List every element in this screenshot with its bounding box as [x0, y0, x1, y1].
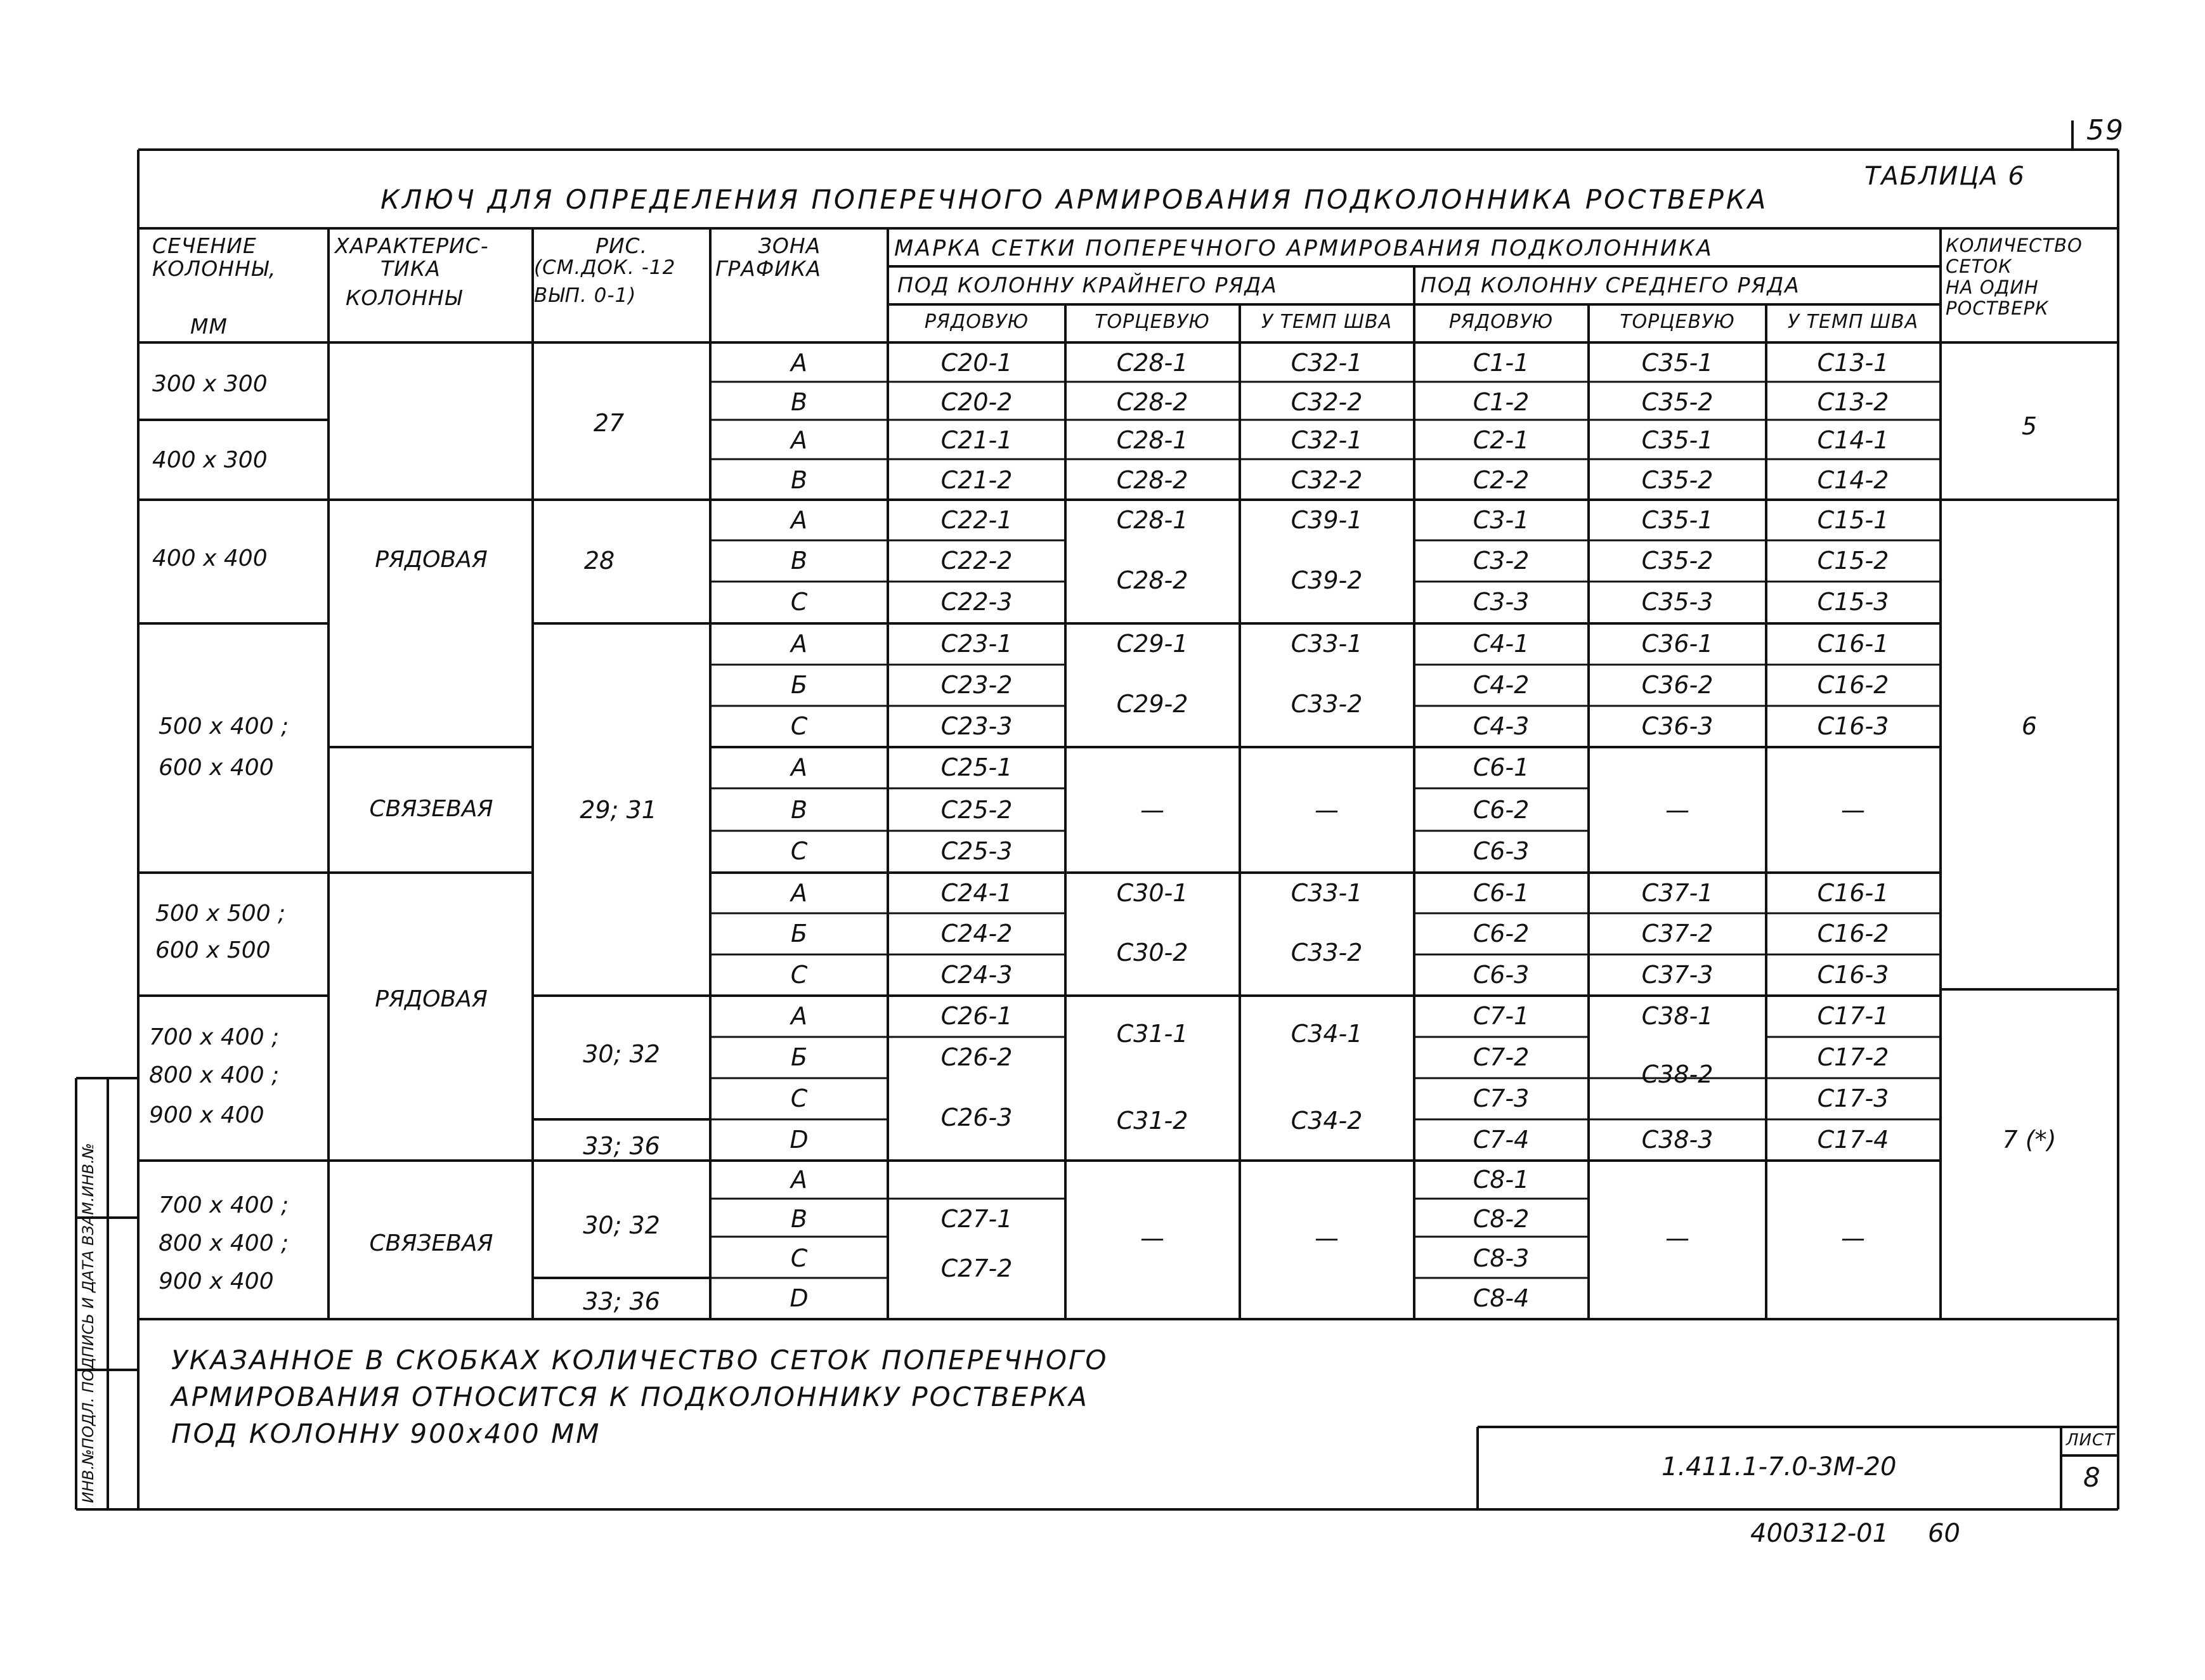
mid-joint-cell: С16-2	[1817, 920, 1889, 947]
mid-joint-cell: —	[1841, 796, 1865, 824]
figure-cell: 30; 32	[583, 1040, 660, 1068]
section-cell: 600 х 500	[155, 937, 271, 963]
mid-end-cell: С35-1	[1641, 506, 1714, 534]
zone-cell: Б	[790, 1043, 808, 1071]
mid-joint-cell: —	[1841, 1224, 1865, 1252]
section-cell: 900 х 400	[149, 1102, 264, 1128]
header-section-1: СЕЧЕНИЕ	[152, 233, 257, 258]
section-cell: 400 х 300	[152, 447, 268, 473]
zone-cell: Б	[790, 920, 808, 947]
figure-cell: 30; 32	[583, 1211, 660, 1239]
ext-joint-cell: С34-1	[1291, 1020, 1363, 1048]
ext-end-cell: С28-2	[1116, 466, 1188, 494]
mid-end-cell: С35-2	[1641, 547, 1714, 575]
header-count-4: РОСТВЕРК	[1946, 297, 2049, 319]
header-ext-joint: У ТЕМП ШВА	[1261, 311, 1393, 333]
ext-joint-cell: С39-1	[1291, 506, 1363, 534]
mid-end-cell: С37-3	[1641, 961, 1714, 989]
zone-cell: А	[791, 753, 807, 781]
header-zone-2: ГРАФИКА	[715, 256, 821, 281]
ext-end-cell: С28-1	[1116, 506, 1188, 534]
ext-end-cell: С28-2	[1116, 388, 1188, 416]
side-stamp: ИНВ.№ПОДЛ. ПОДПИСЬ И ДАТА ВЗАМ.ИНВ.№	[79, 1143, 97, 1503]
header-mid-joint: У ТЕМП ШВА	[1787, 311, 1919, 333]
ext-row-cell: С25-2	[940, 796, 1013, 824]
zone-cell: В	[790, 796, 808, 824]
header-ext-end: ТОРЦЕВУЮ	[1095, 311, 1210, 333]
note-line-3: ПОД КОЛОННУ 900х400 ММ	[171, 1418, 601, 1449]
mid-row-cell: С6-2	[1473, 796, 1530, 824]
mid-end-cell: С36-2	[1641, 671, 1714, 699]
mid-row-cell: С6-3	[1473, 961, 1530, 989]
mid-row-cell: С3-1	[1473, 506, 1530, 534]
ext-joint-cell: С33-2	[1291, 939, 1363, 967]
ext-row-cell: С24-3	[940, 961, 1013, 989]
mid-joint-cell: С17-2	[1817, 1043, 1889, 1071]
table-title: КЛЮЧ ДЛЯ ОПРЕДЕЛЕНИЯ ПОПЕРЕЧНОГО АРМИРОВАНИЯ ПОДКОЛОННИКА РОСТВЕРКА	[381, 184, 1769, 215]
ext-row-cell: С26-3	[940, 1104, 1013, 1131]
mid-row-cell: С6-3	[1473, 837, 1530, 865]
header-figure-2: (СМ.ДОК. -12	[534, 256, 676, 279]
header-character-3: КОЛОННЫ	[346, 285, 462, 310]
table-label: ТАБЛИЦА 6	[1864, 162, 2026, 191]
ext-joint-cell: С39-2	[1291, 566, 1363, 594]
mid-joint-cell: С16-3	[1817, 712, 1889, 740]
header-count-2: СЕТОК	[1946, 256, 2012, 277]
ext-joint-cell: С33-1	[1291, 630, 1363, 658]
mid-row-cell: С6-2	[1473, 920, 1530, 947]
figure-cell: 27	[593, 409, 625, 437]
mid-joint-cell: С16-1	[1817, 630, 1889, 658]
ext-end-cell: С30-1	[1116, 879, 1188, 907]
zone-cell: А	[791, 426, 807, 454]
header-section-2: КОЛОННЫ,	[152, 256, 276, 281]
zone-cell: В	[790, 466, 808, 494]
section-cell: 800 х 400 ;	[159, 1230, 289, 1256]
header-character-1: ХАРАКТЕРИС-	[335, 233, 489, 258]
mid-row-cell: С1-1	[1473, 349, 1530, 377]
mid-row-cell: С1-2	[1473, 388, 1530, 416]
ext-row-cell: С24-1	[940, 879, 1013, 907]
zone-cell: С	[790, 837, 808, 865]
count-cell: 6	[2021, 712, 2038, 740]
ext-joint-cell: С32-2	[1291, 388, 1363, 416]
zone-cell: С	[790, 1084, 808, 1112]
mid-joint-cell: С17-1	[1817, 1002, 1889, 1030]
ext-row-cell: С23-2	[940, 671, 1013, 699]
mid-row-cell: С4-1	[1473, 630, 1530, 658]
bottom-number: 60	[1928, 1519, 1960, 1548]
count-cell: 5	[2021, 412, 2038, 440]
ext-row-cell: С24-2	[940, 920, 1013, 947]
ext-row-cell: С25-1	[940, 753, 1013, 781]
zone-cell: D	[790, 1126, 809, 1154]
note-line-2: АРМИРОВАНИЯ ОТНОСИТСЯ К ПОДКОЛОННИКУ РОСТВЕРКА	[171, 1381, 1089, 1412]
section-cell: 900 х 400	[159, 1268, 274, 1294]
character-cell: СВЯЗЕВАЯ	[369, 1230, 493, 1256]
header-ext-row: РЯДОВУЮ	[924, 311, 1029, 333]
mid-row-cell: С7-4	[1473, 1126, 1530, 1154]
zone-cell: А	[791, 879, 807, 907]
ext-row-cell: С23-1	[940, 630, 1013, 658]
doc-code: 1.411.1-7.0-3М-20	[1662, 1452, 1897, 1481]
mid-end-cell: С35-1	[1641, 426, 1714, 454]
mid-joint-cell: С16-2	[1817, 671, 1889, 699]
ext-joint-cell: —	[1315, 1224, 1339, 1252]
zone-cell: А	[791, 506, 807, 534]
mid-row-cell: С8-2	[1473, 1205, 1530, 1233]
header-mid-row: РЯДОВУЮ	[1448, 311, 1554, 333]
header-count-1: КОЛИЧЕСТВО	[1946, 235, 2083, 256]
zone-cell: А	[791, 349, 807, 377]
figure-cell: 33; 36	[583, 1132, 660, 1160]
zone-cell: С	[790, 712, 808, 740]
ext-end-cell: С28-2	[1116, 566, 1188, 594]
section-cell: 600 х 400	[159, 755, 274, 781]
zone-cell: А	[791, 1002, 807, 1030]
ext-row-cell: С22-1	[940, 506, 1013, 534]
mid-joint-cell: С13-2	[1817, 388, 1889, 416]
ext-joint-cell: С33-2	[1291, 690, 1363, 718]
header-mark: МАРКА СЕТКИ ПОПЕРЕЧНОГО АРМИРОВАНИЯ ПОДКОЛОННИКА	[894, 236, 1714, 261]
zone-cell: В	[790, 388, 808, 416]
mid-joint-cell: С13-1	[1817, 349, 1889, 377]
zone-cell: D	[790, 1284, 809, 1312]
mid-row-cell: С4-2	[1473, 671, 1530, 699]
mid-joint-cell: С16-3	[1817, 961, 1889, 989]
count-cell: 7 (*)	[2002, 1126, 2057, 1154]
ext-end-cell: С30-2	[1116, 939, 1188, 967]
mid-row-cell: С3-2	[1473, 547, 1530, 575]
ext-joint-cell: С33-1	[1291, 879, 1363, 907]
mid-joint-cell: С14-1	[1817, 426, 1889, 454]
mid-end-cell: С37-1	[1641, 879, 1714, 907]
mid-end-cell: С38-3	[1641, 1126, 1714, 1154]
header-count-3: НА ОДИН	[1946, 277, 2039, 298]
ext-end-cell: —	[1140, 1224, 1164, 1252]
ext-row-cell: С26-1	[940, 1002, 1013, 1030]
header-figure-3: ВЫП. 0-1)	[534, 284, 637, 307]
ext-row-cell: С20-1	[940, 349, 1013, 377]
mid-joint-cell: С17-4	[1817, 1126, 1889, 1154]
mid-row-cell: С2-1	[1473, 426, 1530, 454]
ext-end-cell: С31-1	[1116, 1020, 1188, 1048]
mid-end-cell: —	[1665, 796, 1689, 824]
ext-joint-cell: С32-2	[1291, 466, 1363, 494]
header-middle: ПОД КОЛОННУ СРЕДНЕГО РЯДА	[1421, 273, 1800, 297]
sheet-number: 8	[2083, 1462, 2100, 1493]
ext-row-cell: С22-3	[940, 588, 1013, 616]
section-cell: 700 х 400 ;	[159, 1192, 289, 1218]
mid-row-cell: С6-1	[1473, 753, 1530, 781]
mid-end-cell: С37-2	[1641, 920, 1714, 947]
ext-joint-cell: С32-1	[1291, 426, 1363, 454]
mid-row-cell: С4-3	[1473, 712, 1530, 740]
ext-end-cell: С31-2	[1116, 1107, 1188, 1135]
ext-joint-cell: С34-2	[1291, 1107, 1363, 1135]
mid-row-cell: С8-3	[1473, 1244, 1530, 1272]
mid-end-cell: С38-1	[1641, 1002, 1714, 1030]
ext-row-cell: С21-1	[940, 426, 1013, 454]
zone-cell: А	[791, 1166, 807, 1194]
header-character-2: ТИКА	[381, 256, 441, 281]
ext-joint-cell: С32-1	[1291, 349, 1363, 377]
mid-end-cell: С35-2	[1641, 388, 1714, 416]
mid-end-cell: С36-1	[1641, 630, 1714, 658]
mid-end-cell: С35-1	[1641, 349, 1714, 377]
ext-row-cell: С20-2	[940, 388, 1013, 416]
ext-end-cell: С28-1	[1116, 349, 1188, 377]
mid-row-cell: С7-3	[1473, 1084, 1530, 1112]
ext-end-cell: С28-1	[1116, 426, 1188, 454]
mid-joint-cell: С17-3	[1817, 1084, 1889, 1112]
figure-cell: 29; 31	[580, 796, 657, 824]
header-extreme: ПОД КОЛОННУ КРАЙНЕГО РЯДА	[897, 273, 1278, 297]
header-figure-1: РИС.	[595, 233, 648, 258]
bottom-code: 400312-01	[1750, 1519, 1889, 1548]
character-cell: СВЯЗЕВАЯ	[369, 796, 493, 822]
note-line-1: УКАЗАННОЕ В СКОБКАХ КОЛИЧЕСТВО СЕТОК ПОПЕРЕЧНОГО	[171, 1345, 1109, 1376]
ext-end-cell: С29-1	[1116, 630, 1188, 658]
mid-row-cell: С3-3	[1473, 588, 1530, 616]
character-cell: РЯДОВАЯ	[375, 547, 488, 573]
mid-row-cell: С7-1	[1473, 1002, 1530, 1030]
figure-cell: 33; 36	[583, 1287, 660, 1315]
zone-cell: В	[790, 1205, 808, 1233]
zone-cell: С	[790, 1244, 808, 1272]
header-zone-1: ЗОНА	[758, 233, 821, 258]
ext-row-cell: С23-3	[940, 712, 1013, 740]
sheet-label: ЛИСТ	[2066, 1431, 2116, 1450]
mid-end-cell: С35-2	[1641, 466, 1714, 494]
mid-row-cell: С6-1	[1473, 879, 1530, 907]
mid-joint-cell: С14-2	[1817, 466, 1889, 494]
mid-joint-cell: С15-2	[1817, 547, 1889, 575]
zone-cell: А	[791, 630, 807, 658]
section-cell: 500 х 500 ;	[155, 901, 286, 927]
zone-cell: С	[790, 588, 808, 616]
mid-row-cell: С7-2	[1473, 1043, 1530, 1071]
zone-cell: Б	[790, 671, 808, 699]
page-number: 59	[2086, 114, 2124, 147]
ext-joint-cell: —	[1315, 796, 1339, 824]
header-mid-end: ТОРЦЕВУЮ	[1620, 311, 1735, 333]
character-cell: РЯДОВАЯ	[375, 986, 488, 1012]
ext-row-cell: С22-2	[940, 547, 1013, 575]
zone-cell: В	[790, 547, 808, 575]
section-cell: 300 х 300	[152, 371, 268, 397]
section-cell: 500 х 400 ;	[159, 713, 289, 739]
mid-end-cell: С38-2	[1641, 1060, 1714, 1088]
ext-row-cell: С25-3	[940, 837, 1013, 865]
mid-joint-cell: С15-1	[1817, 506, 1889, 534]
mid-row-cell: С8-4	[1473, 1284, 1530, 1312]
ext-end-cell: С29-2	[1116, 690, 1188, 718]
section-cell: 800 х 400 ;	[149, 1062, 280, 1088]
mid-joint-cell: С16-1	[1817, 879, 1889, 907]
zone-cell: С	[790, 961, 808, 989]
mid-end-cell: —	[1665, 1224, 1689, 1252]
mid-end-cell: С36-3	[1641, 712, 1714, 740]
ext-row-cell: С27-2	[940, 1254, 1013, 1282]
section-cell: 700 х 400 ;	[149, 1024, 280, 1050]
ext-end-cell: —	[1140, 796, 1164, 824]
ext-row-cell: С21-2	[940, 466, 1013, 494]
ext-row-cell: С27-1	[940, 1205, 1013, 1233]
mid-joint-cell: С15-3	[1817, 588, 1889, 616]
section-cell: 400 х 400	[152, 545, 268, 571]
mid-row-cell: С8-1	[1473, 1166, 1530, 1194]
mid-end-cell: С35-3	[1641, 588, 1714, 616]
ext-row-cell: С26-2	[940, 1043, 1013, 1071]
mid-row-cell: С2-2	[1473, 466, 1530, 494]
header-section-3: ММ	[190, 314, 228, 339]
figure-cell: 28	[583, 547, 615, 575]
